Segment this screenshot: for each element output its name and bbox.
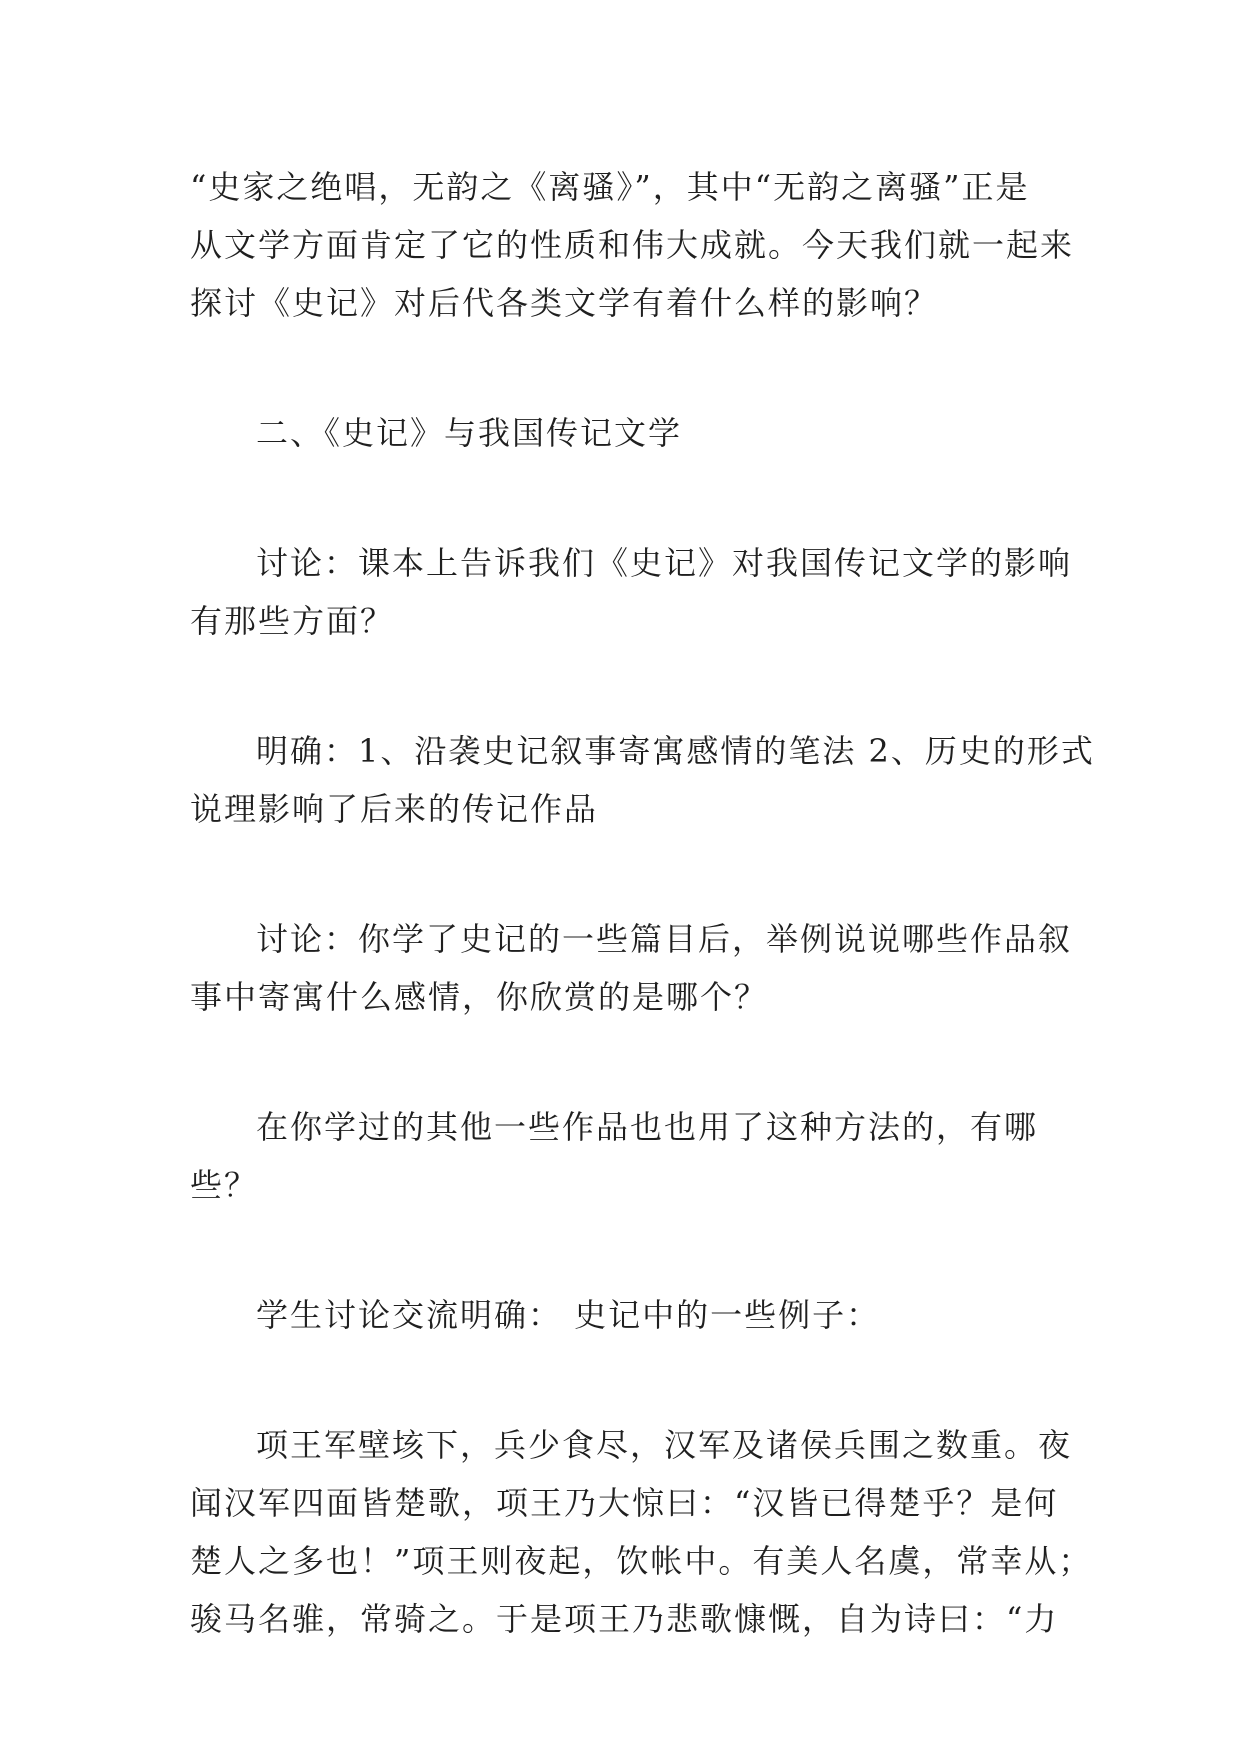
paragraph-discussion-1 bbox=[190, 534, 1073, 650]
section-heading bbox=[190, 404, 1050, 462]
paragraph-gap bbox=[190, 1214, 1050, 1286]
paragraph-intro bbox=[190, 158, 1075, 332]
text-line: 有那些方面？ bbox=[190, 602, 395, 640]
text-line: 探讨《史记》对后代各类文学有着什么样的影响？ bbox=[190, 284, 939, 322]
text-line: 讨论：你学了史记的一些篇目后，举例说说哪些作品叙 bbox=[256, 920, 1073, 958]
paragraph-gap bbox=[190, 332, 1050, 404]
paragraph-gap bbox=[190, 1344, 1050, 1416]
paragraph-clarify-2 bbox=[190, 1286, 1050, 1344]
text-line: “史家之绝唱，无韵之《离骚》”，其中“无韵之离骚”正是 bbox=[190, 168, 1030, 206]
text-line: 在你学过的其他一些作品也也用了这种方法的，有哪 bbox=[256, 1108, 1039, 1146]
text-line: 楚人之多也！”项王则夜起，饮帐中。有美人名虞，常幸从； bbox=[190, 1542, 1093, 1580]
paragraph-gap bbox=[190, 650, 1050, 722]
paragraph-quote bbox=[190, 1416, 1093, 1648]
document-body bbox=[190, 158, 1095, 1648]
text-line: 闻汉军四面皆楚歌，项王乃大惊曰：“汉皆已得楚乎？是何 bbox=[190, 1484, 1059, 1522]
text-line: 项王军壁垓下，兵少食尽，汉军及诸侯兵围之数重。夜 bbox=[256, 1426, 1073, 1464]
paragraph-question bbox=[190, 1098, 1050, 1214]
text-line: 讨论：课本上告诉我们《史记》对我国传记文学的影响 bbox=[256, 544, 1073, 582]
text-line: 些？ bbox=[190, 1166, 259, 1204]
paragraph-gap bbox=[190, 1026, 1050, 1098]
text-line: 骏马名骓，常骑之。于是项王乃悲歌慷慨，自为诗曰：“力 bbox=[190, 1600, 1059, 1638]
text-line: 说理影响了后来的传记作品 bbox=[190, 790, 599, 828]
paragraph-gap bbox=[190, 838, 1050, 910]
text-line: 二、《史记》与我国传记文学 bbox=[256, 414, 683, 452]
paragraph-discussion-2 bbox=[190, 910, 1073, 1026]
text-line: 明确：1、沿袭史记叙事寄寓感情的笔法 2、历史的形式 bbox=[256, 732, 1095, 770]
paragraph-clarify-1 bbox=[190, 722, 1095, 838]
text-line: 学生讨论交流明确： 史记中的一些例子： bbox=[256, 1296, 881, 1334]
paragraph-gap bbox=[190, 462, 1050, 534]
text-line: 从文学方面肯定了它的性质和伟大成就。今天我们就一起来 bbox=[190, 226, 1075, 264]
text-line: 事中寄寓什么感情，你欣赏的是哪个？ bbox=[190, 978, 769, 1016]
